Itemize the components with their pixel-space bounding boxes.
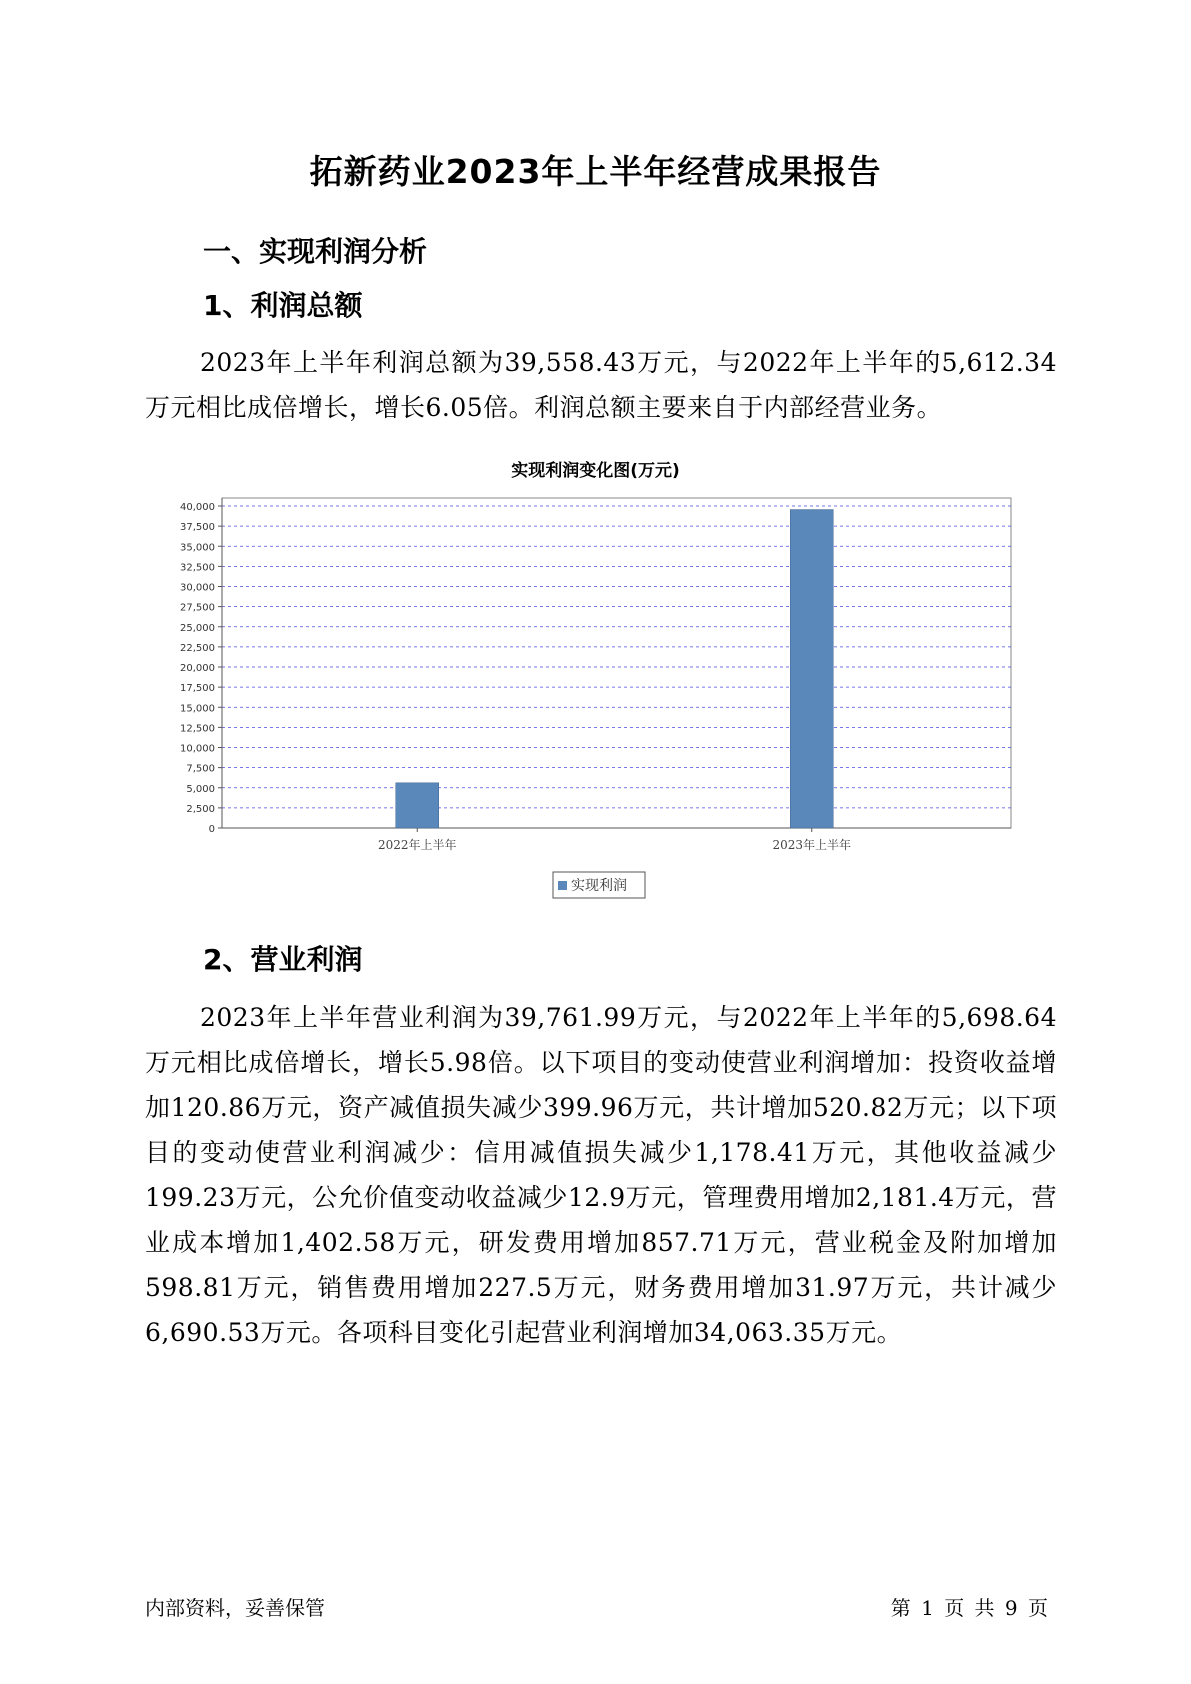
y-tick-label: 10,000 [180,743,215,755]
y-tick-label: 17,500 [180,683,215,695]
y-tick-label: 15,000 [180,703,215,715]
bar [790,510,833,828]
legend-swatch [558,881,567,890]
y-tick-label: 30,000 [180,582,215,594]
y-tick-label: 7,500 [186,763,215,775]
x-tick-label: 2023年上半年 [772,838,852,852]
operating-profit-paragraph: 2023年上半年营业利润为39,761.99万元，与2022年上半年的5,698.64万元相比成倍增长，增长5.98倍。以下项目的变动使营业利润增加：投资收益增加120.86万元，资产减值损失减少399.96万元，共计增加520.82万元；以下项目的变动使营业利润减少：信用减值损失减少1,178.41万元，其他收益减少199.23万元，公允价值变动收益减少12.9万元，管理费用增加2,181.4万元，营业成本增加1,402.58万元，研发费用增加857.71万元，营业税金及附加增加598.81万元，销售费用增加227.5万元，财务费用增加31.97万元，共计减少6,690.53万元。各项科目变化引起营业利润增加34,063.35万元。 [145,1003,1057,1347]
y-tick-label: 12,500 [180,723,215,735]
total-profit-paragraph: 2023年上半年利润总额为39,558.43万元，与2022年上半年的5,612.34万元相比成倍增长，增长6.05倍。利润总额主要来自于内部经营业务。 [145,348,1057,422]
y-tick-label: 0 [208,824,215,835]
legend-label: 实现利润 [571,878,627,894]
y-tick-label: 35,000 [180,542,215,554]
footer-page-number: 第 1 页 共 9 页 [890,1596,1048,1620]
report-title: 拓新药业2023年上半年经营成果报告 [309,152,882,191]
subsection-heading-operating-profit: 2、营业利润 [203,943,363,976]
bar [396,783,439,828]
section-heading-profit-analysis: 一、实现利润分析 [203,235,428,268]
y-tick-label: 37,500 [180,522,215,534]
footer-confidential-note: 内部资料，妥善保管 [145,1596,325,1620]
y-tick-label: 5,000 [186,783,215,795]
y-tick-label: 27,500 [180,602,215,614]
y-tick-label: 20,000 [180,663,215,674]
y-tick-label: 32,500 [180,562,215,574]
chart-title: 实现利润变化图(万元) [511,461,680,481]
y-tick-label: 25,000 [180,622,215,634]
y-tick-label: 2,500 [186,803,215,815]
y-tick-label: 22,500 [180,642,215,654]
x-tick-label: 2022年上半年 [377,838,457,852]
plot-area [222,498,1011,828]
subsection-heading-total-profit: 1、利润总额 [203,289,363,322]
y-tick-label: 40,000 [180,502,215,513]
